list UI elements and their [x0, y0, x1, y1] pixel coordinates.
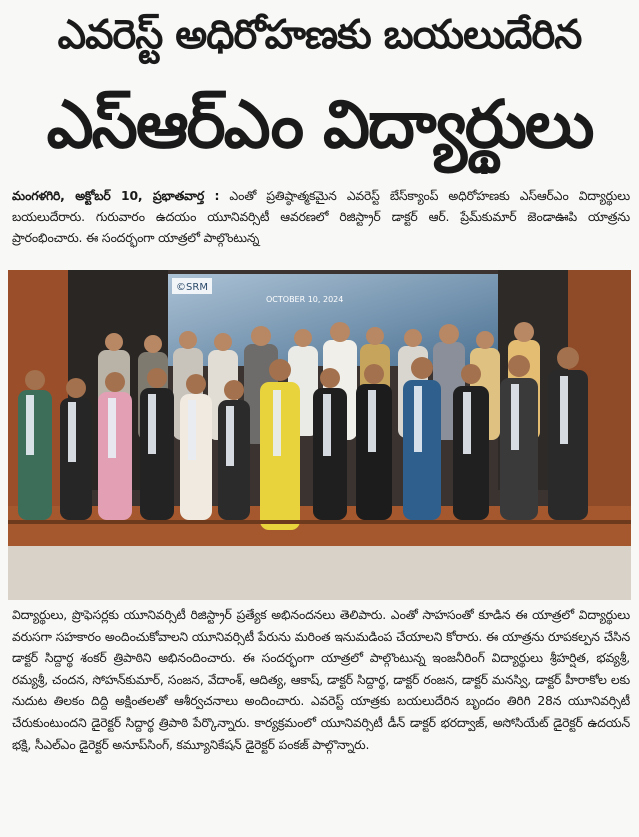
headline-line-2: ఎస్ఆర్ఎం విద్యార్థులు	[46, 86, 593, 163]
article-body: విద్యార్థులు, ప్రొఫెసర్లకు యూనివర్సిటీ రిజిస్ట్రార్ ప్రత్యేక అభినందనలు తెలిపారు. ఎంతో సాహసంతో కూడిన ఈ యాత్రలో విద్యార్థులు వరుసగా సహకారం అందించుకోవాలని యూనివర్సిటీ పేరును మరింత ఇనుమడింప చేయాలని కోరారు. ఈ యాత్రను రూపకల్పన చేసిన డాక్టర్ సిద్దార్థ శంకర్ త్రిపాఠిని అభినందించారు. ఈ సందర్భంగా యాత్రలో పాల్గొంటున్న ఇంజనీరింగ్ విద్యార్థులు శ్రీహర్షిత, భవ్యశ్రీ, రమ్యశ్రీ, చందన, సోహన్‌కుమార్, సంజన, వేదాంశ్, ఆదిత్య, ఆకాష్, డాక్టర్ సిద్దార్థ, డాక్టర్ రంజన, డాక్టర్ మనస్వి, డాక్టర్ హీరాకోల లకు నుదుట తిలకం దిద్ది అక్షింతలతో ఆశీర్వచనాలు అందించారు. ఎవరెస్ట్ యాత్రకు బయలుదేరిన బృందం తిరిగి 28న యూనివర్సిటీ చేరుకుంటుందని డైరెక్టర్ సిద్దార్థ త్రిపాఠి పేర్కొన్నారు. కార్యక్రమంలో యూనివర్సిటీ డీన్ డాక్టర్ భరద్వాజ్, అసోసియేట్ డైరెక్టర్ ఉదయన్ భక్షి, సీఎల్ఎం డైరెక్టర్ అనూప్‌సింగ్, కమ్యూనికేషన్ డైరెక్టర్ పంకజ్ పాల్గొన్నారు.	[12, 607, 630, 752]
headline-line-1: ఎవరెస్ట్ అధిరోహణకు బయలుదేరిన	[57, 12, 582, 58]
group-photo	[8, 270, 631, 600]
group-photo-illustration	[8, 270, 631, 600]
article-dateline: మంగళగిరి, అక్టోబర్ 10, ప్రభాతవార్త :	[12, 188, 220, 203]
screen-date: OCTOBER 10, 2024	[266, 295, 344, 304]
screen-logo: ©SRM	[176, 282, 208, 293]
article-intro-text: ఎంతో ప్రతిష్ఠాత్మకమైన ఎవరెస్ట్ బేస్‌క్యాంప్ అధిరోహణకు ఎస్ఆర్ఎం విద్యార్థులు బయలుదేరారు. గురువారం ఉదయం యూనివర్సిటీ ఆవరణలో రిజిస్ట్రార్ డాక్టర్ ఆర్. ప్రేమ్‌కుమార్ జెండాఊపి యాత్రను ప్రారంభించారు. ఈ సందర్భంగా యాత్రలో పాల్గొంటున్న	[12, 188, 630, 245]
article-intro	[12, 185, 630, 248]
